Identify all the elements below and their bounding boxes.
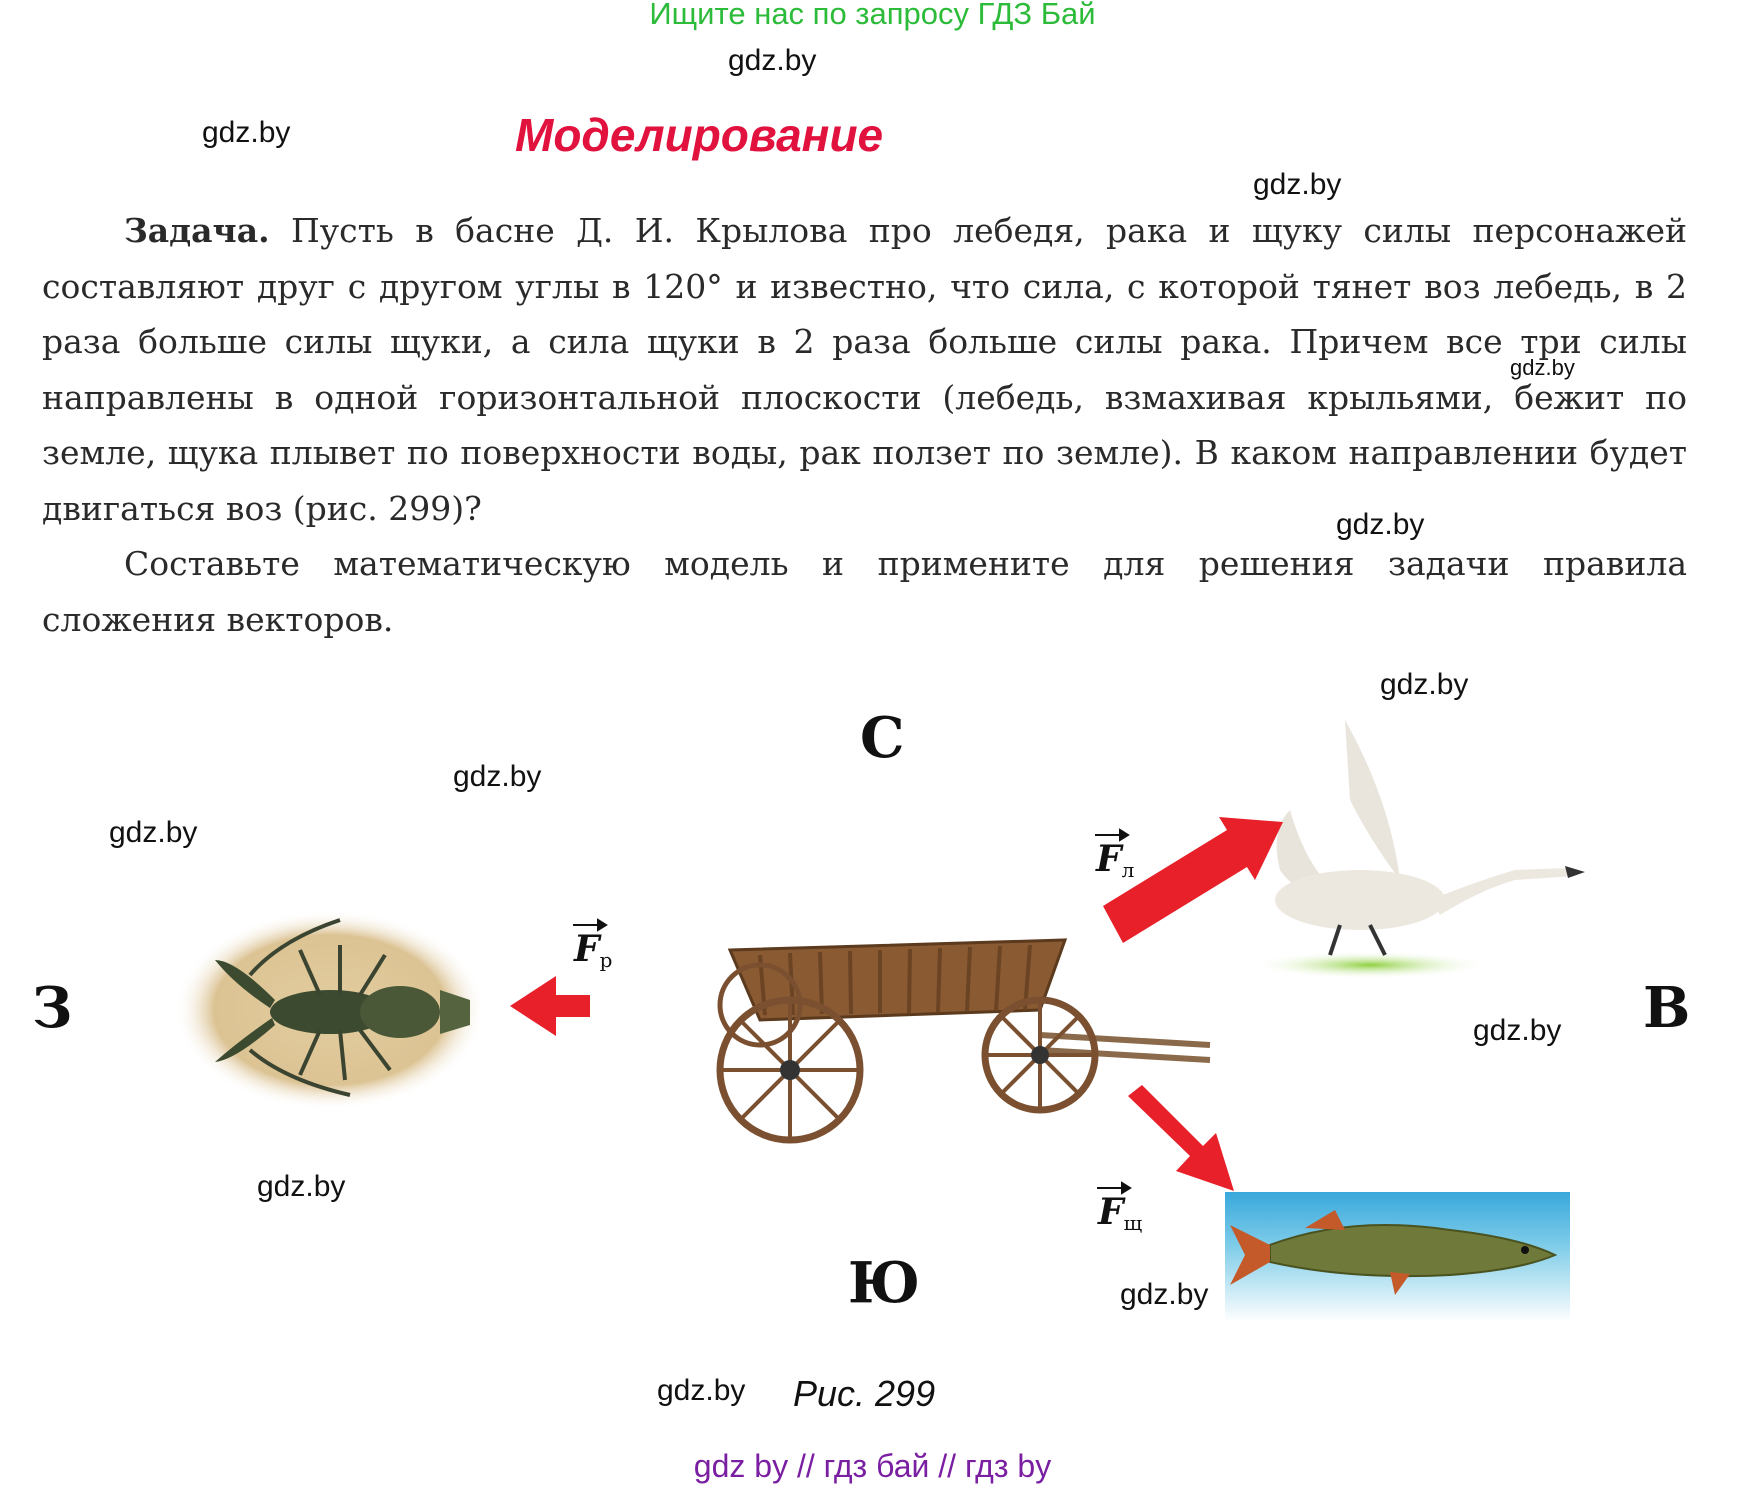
compass-south: Ю (848, 1250, 921, 1316)
watermark: gdz.by (728, 44, 817, 77)
force-pike-label: $F_щ$ (1098, 1191, 1143, 1235)
section-heading: Моделирование (515, 109, 884, 161)
watermark: gdz.by (1473, 1014, 1562, 1047)
problem-paragraph-2: Составьте математическую модель и примените для решения задачи правила сложения векторов. (42, 544, 1687, 639)
watermark: gdz.by (1336, 508, 1425, 541)
watermark: gdz.by (1253, 168, 1342, 201)
force-crayfish-label: $F_р$ (574, 928, 613, 972)
force-swan-label: $F_л$ (1096, 838, 1135, 882)
compass-west: З (32, 975, 73, 1041)
swan-illustration (1250, 720, 1585, 979)
watermark: gdz.by (109, 816, 198, 849)
cart-illustration (720, 940, 1210, 1140)
arrow-pike (1128, 1085, 1234, 1191)
crayfish-illustration (175, 910, 485, 1110)
problem-statement: Пусть в басне Д. И. Крылова про лебедя, рака и щуку силы персонажей составляют друг с другом углы в 120° и известно, что сила, с которой тянет воз лебедь, в 2 раза больше силы щуки, а сила щуки в 2 раза больше силы рака. Причем все три силы направлены в одной горизонтальной плоскости (лебедь, взмахивая крыльями, бежит по земле, щука плывет по поверхности воды, рак ползет по земле). В каком направлении будет двигаться воз (рис. 299)? (42, 211, 1687, 528)
watermark: gdz.by (257, 1170, 346, 1203)
watermark: gdz.by (202, 116, 291, 149)
watermark: gdz.by (1380, 668, 1469, 701)
problem-label: Задача. (124, 211, 270, 250)
figure-caption: Рис. 299 (793, 1373, 936, 1414)
arrow-crayfish (510, 976, 590, 1036)
watermark: gdz.by (657, 1374, 746, 1407)
watermark: gdz.by (1120, 1278, 1209, 1311)
pike-illustration (1225, 1192, 1570, 1322)
search-banner: Ищите нас по запросу ГДЗ Бай (649, 0, 1096, 31)
footer-links[interactable]: gdz by // гдз бай // гдз by (693, 1448, 1052, 1484)
compass-east: В (1643, 975, 1691, 1041)
watermark: gdz.by (453, 760, 542, 793)
watermark: gdz.by (1510, 355, 1575, 380)
compass-north: С (860, 705, 905, 771)
